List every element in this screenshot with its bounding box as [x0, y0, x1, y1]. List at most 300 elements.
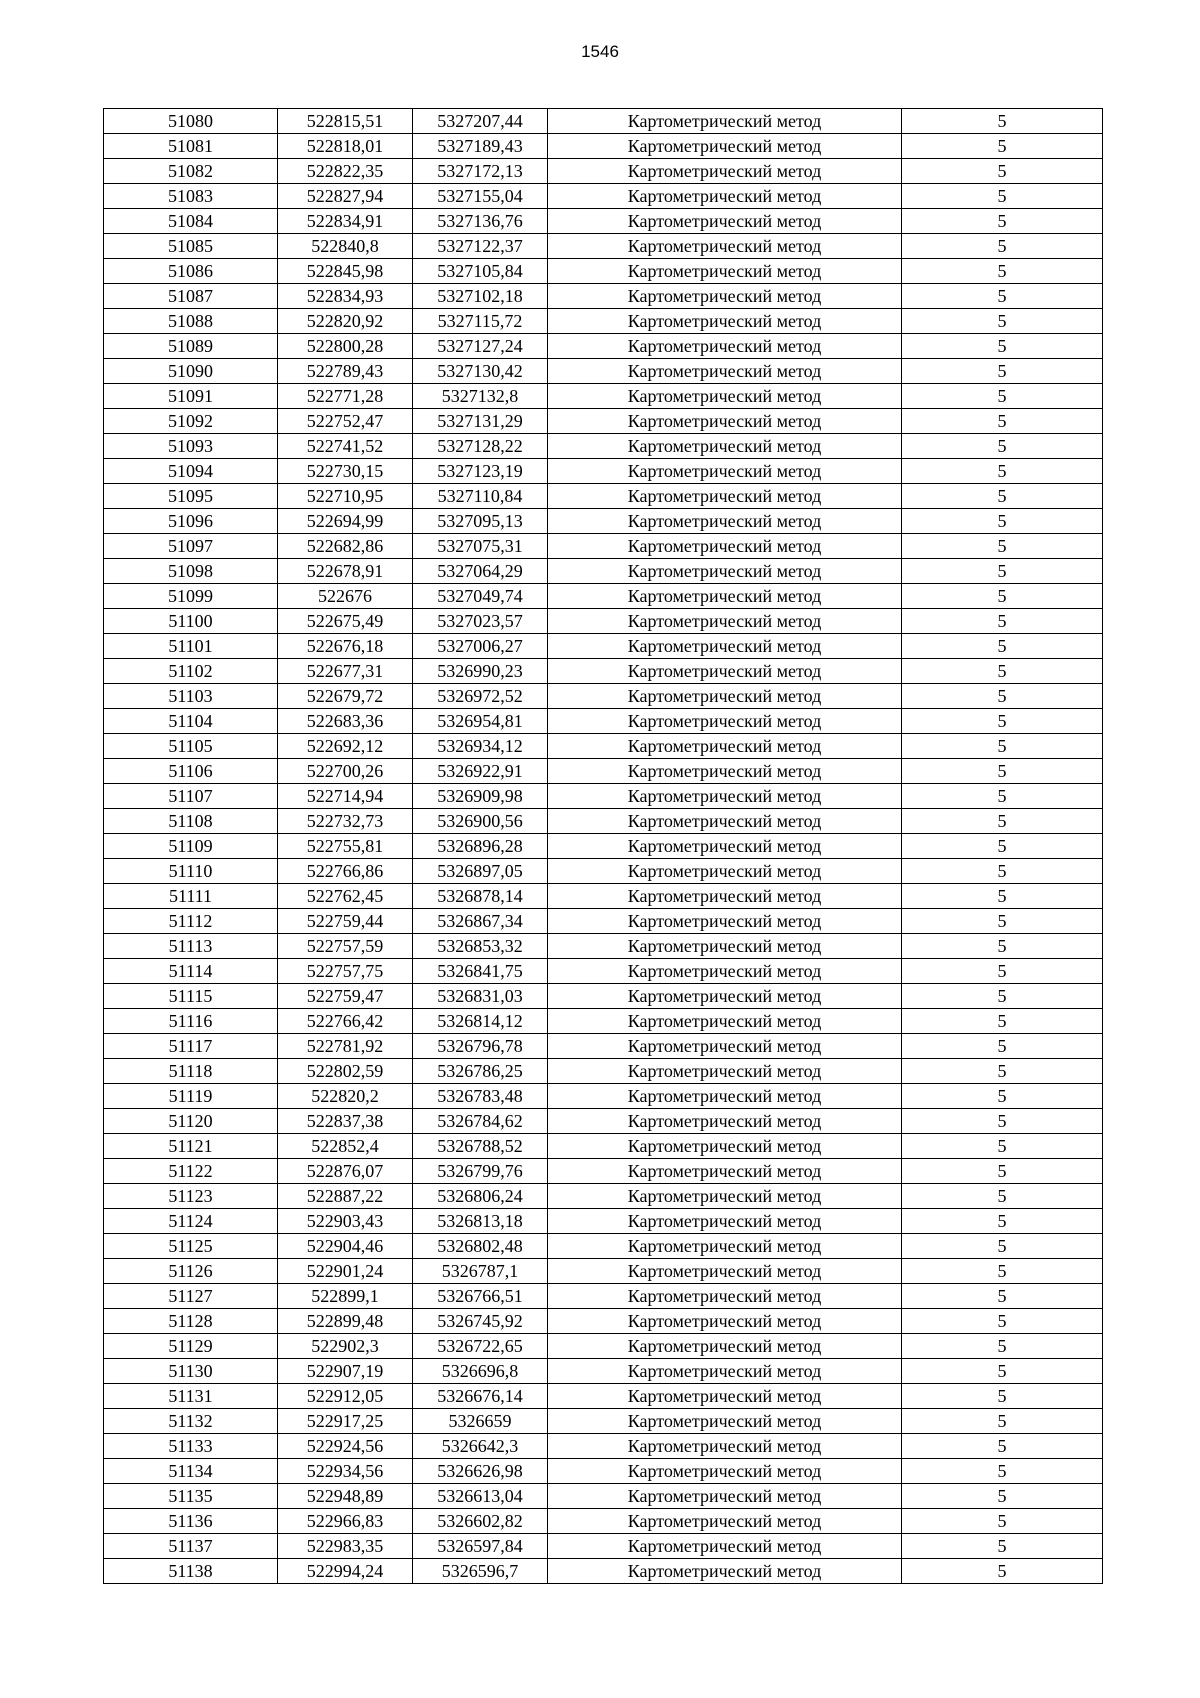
- x-coordinate-cell: 522678,91: [278, 559, 413, 584]
- accuracy-cell: 5: [902, 284, 1103, 309]
- method-cell: Картометрический метод: [548, 759, 902, 784]
- table-row: [104, 1009, 1103, 1034]
- x-coordinate-cell: 522901,24: [278, 1259, 413, 1284]
- accuracy-cell: 5: [902, 534, 1103, 559]
- x-coordinate-cell: 522752,47: [278, 409, 413, 434]
- y-coordinate-cell: 5326602,82: [413, 1509, 548, 1534]
- point-number-cell: 51098: [104, 559, 278, 584]
- y-coordinate-cell: 5326972,52: [413, 684, 548, 709]
- accuracy-cell: 5: [902, 1084, 1103, 1109]
- method-cell: Картометрический метод: [548, 509, 902, 534]
- table-row: [104, 1309, 1103, 1334]
- table-row: [104, 1059, 1103, 1084]
- point-number-cell: 51110: [104, 859, 278, 884]
- method-cell: Картометрический метод: [548, 309, 902, 334]
- table-row: [104, 984, 1103, 1009]
- x-coordinate-cell: 522827,94: [278, 184, 413, 209]
- accuracy-cell: 5: [902, 109, 1103, 134]
- x-coordinate-cell: 522800,28: [278, 334, 413, 359]
- x-coordinate-cell: 522692,12: [278, 734, 413, 759]
- table-row: [104, 684, 1103, 709]
- x-coordinate-cell: 522714,94: [278, 784, 413, 809]
- y-coordinate-cell: 5326784,62: [413, 1109, 548, 1134]
- accuracy-cell: 5: [902, 1259, 1103, 1284]
- y-coordinate-cell: 5327102,18: [413, 284, 548, 309]
- point-number-cell: 51101: [104, 634, 278, 659]
- x-coordinate-cell: 522887,22: [278, 1184, 413, 1209]
- method-cell: Картометрический метод: [548, 834, 902, 859]
- accuracy-cell: 5: [902, 134, 1103, 159]
- x-coordinate-cell: 522677,31: [278, 659, 413, 684]
- table-row: [104, 1134, 1103, 1159]
- table-row: [104, 634, 1103, 659]
- method-cell: Картометрический метод: [548, 934, 902, 959]
- method-cell: Картометрический метод: [548, 584, 902, 609]
- point-number-cell: 51090: [104, 359, 278, 384]
- y-coordinate-cell: 5326841,75: [413, 959, 548, 984]
- accuracy-cell: 5: [902, 1034, 1103, 1059]
- point-number-cell: 51136: [104, 1509, 278, 1534]
- x-coordinate-cell: 522917,25: [278, 1409, 413, 1434]
- x-coordinate-cell: 522700,26: [278, 759, 413, 784]
- table-row: [104, 359, 1103, 384]
- table-row: [104, 1484, 1103, 1509]
- accuracy-cell: 5: [902, 734, 1103, 759]
- point-number-cell: 51127: [104, 1284, 278, 1309]
- point-number-cell: 51130: [104, 1359, 278, 1384]
- point-number-cell: 51125: [104, 1234, 278, 1259]
- table-row: [104, 334, 1103, 359]
- x-coordinate-cell: 522766,86: [278, 859, 413, 884]
- x-coordinate-cell: 522907,19: [278, 1359, 413, 1384]
- y-coordinate-cell: 5326676,14: [413, 1384, 548, 1409]
- method-cell: Картометрический метод: [548, 434, 902, 459]
- y-coordinate-cell: 5327132,8: [413, 384, 548, 409]
- y-coordinate-cell: 5326867,34: [413, 909, 548, 934]
- method-cell: Картометрический метод: [548, 1484, 902, 1509]
- point-number-cell: 51099: [104, 584, 278, 609]
- point-number-cell: 51097: [104, 534, 278, 559]
- method-cell: Картометрический метод: [548, 734, 902, 759]
- point-number-cell: 51085: [104, 234, 278, 259]
- table-row: [104, 159, 1103, 184]
- accuracy-cell: 5: [902, 1134, 1103, 1159]
- table-row: [104, 559, 1103, 584]
- method-cell: Картометрический метод: [548, 384, 902, 409]
- x-coordinate-cell: 522679,72: [278, 684, 413, 709]
- method-cell: Картометрический метод: [548, 1084, 902, 1109]
- x-coordinate-cell: 522820,2: [278, 1084, 413, 1109]
- point-number-cell: 51119: [104, 1084, 278, 1109]
- table-row: [104, 109, 1103, 134]
- y-coordinate-cell: 5327110,84: [413, 484, 548, 509]
- table-row: [104, 1084, 1103, 1109]
- method-cell: Картометрический метод: [548, 1159, 902, 1184]
- method-cell: Картометрический метод: [548, 909, 902, 934]
- x-coordinate-cell: 522771,28: [278, 384, 413, 409]
- accuracy-cell: 5: [902, 484, 1103, 509]
- method-cell: Картометрический метод: [548, 1459, 902, 1484]
- point-number-cell: 51100: [104, 609, 278, 634]
- point-number-cell: 51103: [104, 684, 278, 709]
- x-coordinate-cell: 522899,48: [278, 1309, 413, 1334]
- y-coordinate-cell: 5326896,28: [413, 834, 548, 859]
- y-coordinate-cell: 5326900,56: [413, 809, 548, 834]
- y-coordinate-cell: 5327105,84: [413, 259, 548, 284]
- accuracy-cell: 5: [902, 1359, 1103, 1384]
- accuracy-cell: 5: [902, 1309, 1103, 1334]
- method-cell: Картометрический метод: [548, 1534, 902, 1559]
- table-row: [104, 1209, 1103, 1234]
- method-cell: Картометрический метод: [548, 209, 902, 234]
- y-coordinate-cell: 5326922,91: [413, 759, 548, 784]
- accuracy-cell: 5: [902, 1559, 1103, 1584]
- point-number-cell: 51138: [104, 1559, 278, 1584]
- table-row: [104, 434, 1103, 459]
- point-number-cell: 51135: [104, 1484, 278, 1509]
- method-cell: Картометрический метод: [548, 684, 902, 709]
- table-row: [104, 959, 1103, 984]
- accuracy-cell: 5: [902, 684, 1103, 709]
- x-coordinate-cell: 522837,38: [278, 1109, 413, 1134]
- x-coordinate-cell: 522834,93: [278, 284, 413, 309]
- x-coordinate-cell: 522902,3: [278, 1334, 413, 1359]
- accuracy-cell: 5: [902, 1009, 1103, 1034]
- y-coordinate-cell: 5326745,92: [413, 1309, 548, 1334]
- table-row: [104, 934, 1103, 959]
- method-cell: Картометрический метод: [548, 984, 902, 1009]
- x-coordinate-cell: 522683,36: [278, 709, 413, 734]
- table-row: [104, 584, 1103, 609]
- point-number-cell: 51129: [104, 1334, 278, 1359]
- accuracy-cell: 5: [902, 934, 1103, 959]
- y-coordinate-cell: 5326934,12: [413, 734, 548, 759]
- point-number-cell: 51114: [104, 959, 278, 984]
- accuracy-cell: 5: [902, 1334, 1103, 1359]
- coordinates-table-body: [104, 109, 1103, 1584]
- accuracy-cell: 5: [902, 1234, 1103, 1259]
- point-number-cell: 51102: [104, 659, 278, 684]
- table-row: [104, 734, 1103, 759]
- x-coordinate-cell: 522994,24: [278, 1559, 413, 1584]
- method-cell: Картометрический метод: [548, 1109, 902, 1134]
- method-cell: Картометрический метод: [548, 1209, 902, 1234]
- accuracy-cell: 5: [902, 1384, 1103, 1409]
- table-row: [104, 1559, 1103, 1584]
- method-cell: Картометрический метод: [548, 1434, 902, 1459]
- table-row: [104, 1034, 1103, 1059]
- y-coordinate-cell: 5326813,18: [413, 1209, 548, 1234]
- x-coordinate-cell: 522899,1: [278, 1284, 413, 1309]
- method-cell: Картометрический метод: [548, 109, 902, 134]
- x-coordinate-cell: 522924,56: [278, 1434, 413, 1459]
- y-coordinate-cell: 5326990,23: [413, 659, 548, 684]
- point-number-cell: 51096: [104, 509, 278, 534]
- point-number-cell: 51118: [104, 1059, 278, 1084]
- point-number-cell: 51082: [104, 159, 278, 184]
- accuracy-cell: 5: [902, 984, 1103, 1009]
- x-coordinate-cell: 522912,05: [278, 1384, 413, 1409]
- method-cell: Картометрический метод: [548, 559, 902, 584]
- method-cell: Картометрический метод: [548, 1384, 902, 1409]
- page-number: 1546: [581, 42, 619, 61]
- y-coordinate-cell: 5327189,43: [413, 134, 548, 159]
- accuracy-cell: 5: [902, 959, 1103, 984]
- table-row: [104, 409, 1103, 434]
- table-row: [104, 859, 1103, 884]
- accuracy-cell: 5: [902, 184, 1103, 209]
- x-coordinate-cell: 522876,07: [278, 1159, 413, 1184]
- table-row: [104, 609, 1103, 634]
- point-number-cell: 51106: [104, 759, 278, 784]
- point-number-cell: 51094: [104, 459, 278, 484]
- table-row: [104, 759, 1103, 784]
- accuracy-cell: 5: [902, 1509, 1103, 1534]
- point-number-cell: 51117: [104, 1034, 278, 1059]
- x-coordinate-cell: 522755,81: [278, 834, 413, 859]
- accuracy-cell: 5: [902, 1059, 1103, 1084]
- y-coordinate-cell: 5326596,7: [413, 1559, 548, 1584]
- point-number-cell: 51087: [104, 284, 278, 309]
- y-coordinate-cell: 5326806,24: [413, 1184, 548, 1209]
- point-number-cell: 51128: [104, 1309, 278, 1334]
- x-coordinate-cell: 522732,73: [278, 809, 413, 834]
- accuracy-cell: 5: [902, 159, 1103, 184]
- table-row: [104, 384, 1103, 409]
- table-row: [104, 1159, 1103, 1184]
- point-number-cell: 51089: [104, 334, 278, 359]
- table-row: [104, 209, 1103, 234]
- x-coordinate-cell: 522815,51: [278, 109, 413, 134]
- method-cell: Картометрический метод: [548, 1059, 902, 1084]
- y-coordinate-cell: 5326799,76: [413, 1159, 548, 1184]
- y-coordinate-cell: 5327127,24: [413, 334, 548, 359]
- y-coordinate-cell: 5326722,65: [413, 1334, 548, 1359]
- method-cell: Картометрический метод: [548, 784, 902, 809]
- table-row: [104, 484, 1103, 509]
- point-number-cell: 51131: [104, 1384, 278, 1409]
- y-coordinate-cell: 5326897,05: [413, 859, 548, 884]
- method-cell: Картометрический метод: [548, 859, 902, 884]
- y-coordinate-cell: 5326696,8: [413, 1359, 548, 1384]
- accuracy-cell: 5: [902, 1184, 1103, 1209]
- table-row: [104, 184, 1103, 209]
- point-number-cell: 51134: [104, 1459, 278, 1484]
- x-coordinate-cell: 522676: [278, 584, 413, 609]
- table-row: [104, 284, 1103, 309]
- y-coordinate-cell: 5327064,29: [413, 559, 548, 584]
- point-number-cell: 51081: [104, 134, 278, 159]
- y-coordinate-cell: 5327155,04: [413, 184, 548, 209]
- x-coordinate-cell: 522766,42: [278, 1009, 413, 1034]
- y-coordinate-cell: 5326626,98: [413, 1459, 548, 1484]
- y-coordinate-cell: 5327172,13: [413, 159, 548, 184]
- y-coordinate-cell: 5326802,48: [413, 1234, 548, 1259]
- y-coordinate-cell: 5327130,42: [413, 359, 548, 384]
- method-cell: Картометрический метод: [548, 259, 902, 284]
- y-coordinate-cell: 5326613,04: [413, 1484, 548, 1509]
- y-coordinate-cell: 5326659: [413, 1409, 548, 1434]
- table-row: [104, 1384, 1103, 1409]
- table-row: [104, 1534, 1103, 1559]
- x-coordinate-cell: 522762,45: [278, 884, 413, 909]
- method-cell: Картометрический метод: [548, 659, 902, 684]
- y-coordinate-cell: 5327023,57: [413, 609, 548, 634]
- method-cell: Картометрический метод: [548, 1359, 902, 1384]
- method-cell: Картометрический метод: [548, 1034, 902, 1059]
- x-coordinate-cell: 522802,59: [278, 1059, 413, 1084]
- point-number-cell: 51086: [104, 259, 278, 284]
- y-coordinate-cell: 5326787,1: [413, 1259, 548, 1284]
- y-coordinate-cell: 5326853,32: [413, 934, 548, 959]
- accuracy-cell: 5: [902, 334, 1103, 359]
- method-cell: Картометрический метод: [548, 459, 902, 484]
- table-row: [104, 1259, 1103, 1284]
- x-coordinate-cell: 522676,18: [278, 634, 413, 659]
- x-coordinate-cell: 522789,43: [278, 359, 413, 384]
- method-cell: Картометрический метод: [548, 184, 902, 209]
- accuracy-cell: 5: [902, 509, 1103, 534]
- accuracy-cell: 5: [902, 1534, 1103, 1559]
- point-number-cell: 51092: [104, 409, 278, 434]
- accuracy-cell: 5: [902, 234, 1103, 259]
- point-number-cell: 51111: [104, 884, 278, 909]
- accuracy-cell: 5: [902, 384, 1103, 409]
- y-coordinate-cell: 5327136,76: [413, 209, 548, 234]
- point-number-cell: 51126: [104, 1259, 278, 1284]
- point-number-cell: 51123: [104, 1184, 278, 1209]
- x-coordinate-cell: 522840,8: [278, 234, 413, 259]
- method-cell: Картометрический метод: [548, 534, 902, 559]
- x-coordinate-cell: 522983,35: [278, 1534, 413, 1559]
- method-cell: Картометрический метод: [548, 1184, 902, 1209]
- table-row: [104, 709, 1103, 734]
- point-number-cell: 51133: [104, 1434, 278, 1459]
- point-number-cell: 51084: [104, 209, 278, 234]
- accuracy-cell: 5: [902, 709, 1103, 734]
- table-row: [104, 459, 1103, 484]
- x-coordinate-cell: 522818,01: [278, 134, 413, 159]
- point-number-cell: 51093: [104, 434, 278, 459]
- y-coordinate-cell: 5326788,52: [413, 1134, 548, 1159]
- accuracy-cell: 5: [902, 1109, 1103, 1134]
- accuracy-cell: 5: [902, 1409, 1103, 1434]
- accuracy-cell: 5: [902, 459, 1103, 484]
- method-cell: Картометрический метод: [548, 634, 902, 659]
- point-number-cell: 51105: [104, 734, 278, 759]
- table-row: [104, 1284, 1103, 1309]
- point-number-cell: 51095: [104, 484, 278, 509]
- x-coordinate-cell: 522675,49: [278, 609, 413, 634]
- point-number-cell: 51132: [104, 1409, 278, 1434]
- method-cell: Картометрический метод: [548, 609, 902, 634]
- accuracy-cell: 5: [902, 784, 1103, 809]
- accuracy-cell: 5: [902, 859, 1103, 884]
- accuracy-cell: 5: [902, 359, 1103, 384]
- y-coordinate-cell: 5327115,72: [413, 309, 548, 334]
- accuracy-cell: 5: [902, 609, 1103, 634]
- accuracy-cell: 5: [902, 259, 1103, 284]
- table-row: [104, 659, 1103, 684]
- x-coordinate-cell: 522820,92: [278, 309, 413, 334]
- method-cell: Картометрический метод: [548, 1559, 902, 1584]
- point-number-cell: 51115: [104, 984, 278, 1009]
- y-coordinate-cell: 5327075,31: [413, 534, 548, 559]
- table-row: [104, 1359, 1103, 1384]
- x-coordinate-cell: 522759,47: [278, 984, 413, 1009]
- table-row: [104, 509, 1103, 534]
- method-cell: Картометрический метод: [548, 709, 902, 734]
- point-number-cell: 51091: [104, 384, 278, 409]
- point-number-cell: 51080: [104, 109, 278, 134]
- table-row: [104, 784, 1103, 809]
- x-coordinate-cell: 522904,46: [278, 1234, 413, 1259]
- x-coordinate-cell: 522966,83: [278, 1509, 413, 1534]
- method-cell: Картометрический метод: [548, 959, 902, 984]
- method-cell: Картометрический метод: [548, 1409, 902, 1434]
- method-cell: Картометрический метод: [548, 134, 902, 159]
- table-row: [104, 1434, 1103, 1459]
- point-number-cell: 51109: [104, 834, 278, 859]
- method-cell: Картометрический метод: [548, 1309, 902, 1334]
- accuracy-cell: 5: [902, 1159, 1103, 1184]
- method-cell: Картометрический метод: [548, 1284, 902, 1309]
- y-coordinate-cell: 5326814,12: [413, 1009, 548, 1034]
- table-row: [104, 1334, 1103, 1359]
- table-row: [104, 1509, 1103, 1534]
- x-coordinate-cell: 522852,4: [278, 1134, 413, 1159]
- accuracy-cell: 5: [902, 1434, 1103, 1459]
- y-coordinate-cell: 5326796,78: [413, 1034, 548, 1059]
- method-cell: Картометрический метод: [548, 1009, 902, 1034]
- y-coordinate-cell: 5326766,51: [413, 1284, 548, 1309]
- coordinates-table: [103, 108, 1103, 1584]
- table-row: [104, 1459, 1103, 1484]
- accuracy-cell: 5: [902, 909, 1103, 934]
- y-coordinate-cell: 5327122,37: [413, 234, 548, 259]
- y-coordinate-cell: 5327207,44: [413, 109, 548, 134]
- x-coordinate-cell: 522934,56: [278, 1459, 413, 1484]
- x-coordinate-cell: 522730,15: [278, 459, 413, 484]
- y-coordinate-cell: 5327131,29: [413, 409, 548, 434]
- method-cell: Картометрический метод: [548, 159, 902, 184]
- y-coordinate-cell: 5326954,81: [413, 709, 548, 734]
- point-number-cell: 51122: [104, 1159, 278, 1184]
- x-coordinate-cell: 522948,89: [278, 1484, 413, 1509]
- table-row: [104, 259, 1103, 284]
- x-coordinate-cell: 522834,91: [278, 209, 413, 234]
- accuracy-cell: 5: [902, 884, 1103, 909]
- accuracy-cell: 5: [902, 409, 1103, 434]
- table-row: [104, 309, 1103, 334]
- accuracy-cell: 5: [902, 559, 1103, 584]
- point-number-cell: 51116: [104, 1009, 278, 1034]
- method-cell: Картометрический метод: [548, 1334, 902, 1359]
- y-coordinate-cell: 5326831,03: [413, 984, 548, 1009]
- x-coordinate-cell: 522845,98: [278, 259, 413, 284]
- method-cell: Картометрический метод: [548, 1234, 902, 1259]
- y-coordinate-cell: 5327123,19: [413, 459, 548, 484]
- accuracy-cell: 5: [902, 209, 1103, 234]
- x-coordinate-cell: 522682,86: [278, 534, 413, 559]
- accuracy-cell: 5: [902, 1209, 1103, 1234]
- y-coordinate-cell: 5326909,98: [413, 784, 548, 809]
- table-row: [104, 1109, 1103, 1134]
- accuracy-cell: 5: [902, 434, 1103, 459]
- table-row: [104, 1184, 1103, 1209]
- accuracy-cell: 5: [902, 1459, 1103, 1484]
- x-coordinate-cell: 522759,44: [278, 909, 413, 934]
